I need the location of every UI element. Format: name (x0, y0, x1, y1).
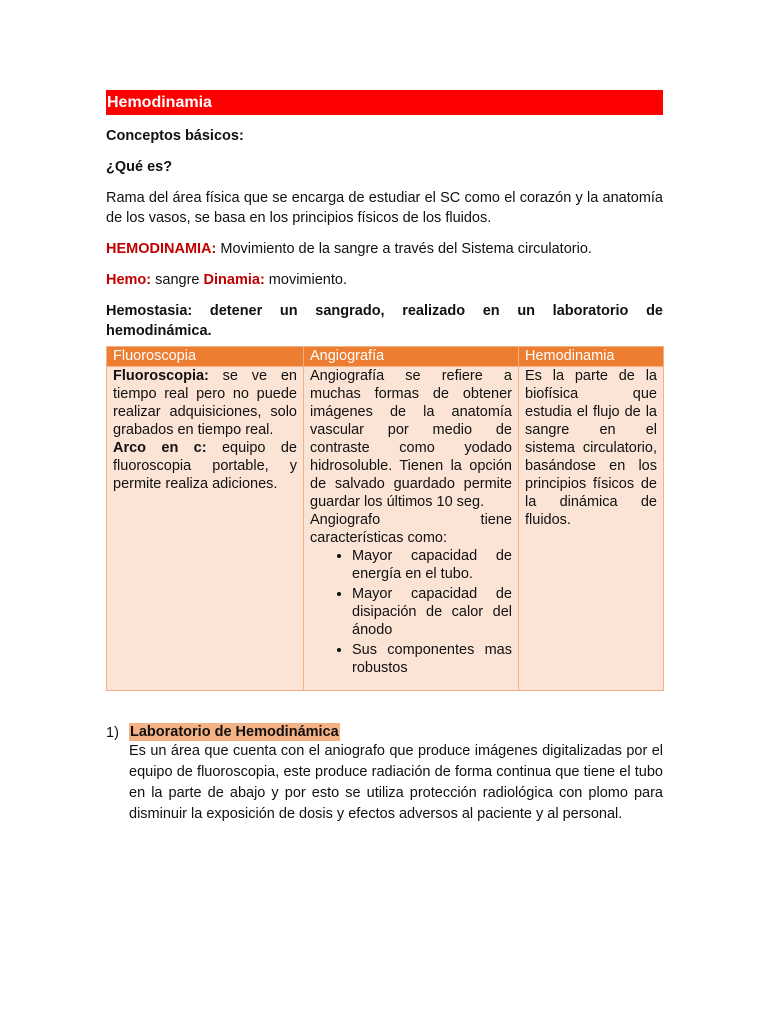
arco-term: Arco en c: (113, 440, 207, 456)
arco-text: equipo de fluoroscopia portable, y permite realiza adiciones. (113, 440, 297, 492)
table-header-fluoroscopia: Fluoroscopia (107, 347, 304, 367)
lab-heading: Laboratorio de Hemodinámica (130, 724, 339, 740)
dinamia-text: movimiento. (264, 272, 347, 288)
fluoroscopia-block (113, 367, 297, 439)
section-heading-concepts: Conceptos básicos: (106, 128, 244, 144)
fluoroscopia-text: se ve en tiempo real pero no puede realizar adquisiciones, solo grabados en tiempo real. (113, 368, 297, 438)
list-item: • Mayor capacidad de disipación de calor del ánodo (352, 585, 512, 639)
hemodinamia-text: Movimiento de la sangre a través del Sistema circulatorio. (216, 241, 592, 257)
lab-body (129, 723, 663, 825)
list-item: • Mayor capacidad de energía en el tubo. (352, 547, 512, 583)
comparison-table (106, 346, 664, 691)
page-title: Hemodinamia (106, 90, 663, 115)
hemodinamia-definition (106, 239, 663, 259)
list-number: 1) (106, 725, 119, 741)
lab-section (106, 723, 663, 825)
hemodinamia-term: HEMODINAMIA: (106, 241, 217, 257)
question-heading: ¿Qué es? (106, 159, 173, 175)
table-header-angiografia: Angiografía (304, 347, 519, 367)
angiografo-features-list (310, 547, 512, 677)
definition-paragraph: Rama del área física que se encarga de estudiar el SC como el corazón y la anatomía de los vasos, se basa en los principios físicos de los fluidos. (106, 190, 663, 226)
list-item: • Sus componentes mas robustos (352, 641, 512, 677)
hemo-text: sangre (151, 272, 204, 288)
table-row (107, 367, 664, 691)
document-page (106, 90, 663, 825)
lab-paragraph: Es un área que cuenta con el aniografo que produce imágenes digitalizadas por el equipo de fluoroscopia, este produce radiación de forma continua que tiene el tubo en la parte de abajo y por esto se utiliza protección radiológica con plomo para disminuir la exposición de dosis y efectos adversos al paciente y al personal. (129, 743, 663, 822)
table-cell-hemodinamia: Es la parte de la biofísica que estudia el flujo de la sangre en el sistema circulatorio, basándose en los principios físicos de la dinámica de fluidos. (519, 367, 664, 691)
etymology-line (106, 270, 663, 290)
table-cell-fluoroscopia (107, 367, 304, 691)
fluoroscopia-term: Fluoroscopia: (113, 368, 209, 384)
table-cell-angiografia (304, 367, 519, 691)
dinamia-term: Dinamia: (203, 272, 265, 288)
angiografia-text: Angiografía se refiere a muchas formas de obtener imágenes de la anatomía vascular por medio de contraste como yodado hidrosoluble. Tienen la opción de salvado guardado permite guardar los últimos 10 seg. (310, 368, 512, 510)
table-header-row (107, 347, 664, 367)
hemo-term: Hemo: (106, 272, 152, 288)
hemostasia-definition: Hemostasia: detener un sangrado, realizado en un laboratorio de hemodinámica. (106, 303, 663, 339)
arco-block (113, 439, 297, 493)
table-header-hemodinamia: Hemodinamia (519, 347, 664, 367)
angiografo-text: Angiografo tiene características como: (310, 512, 512, 546)
